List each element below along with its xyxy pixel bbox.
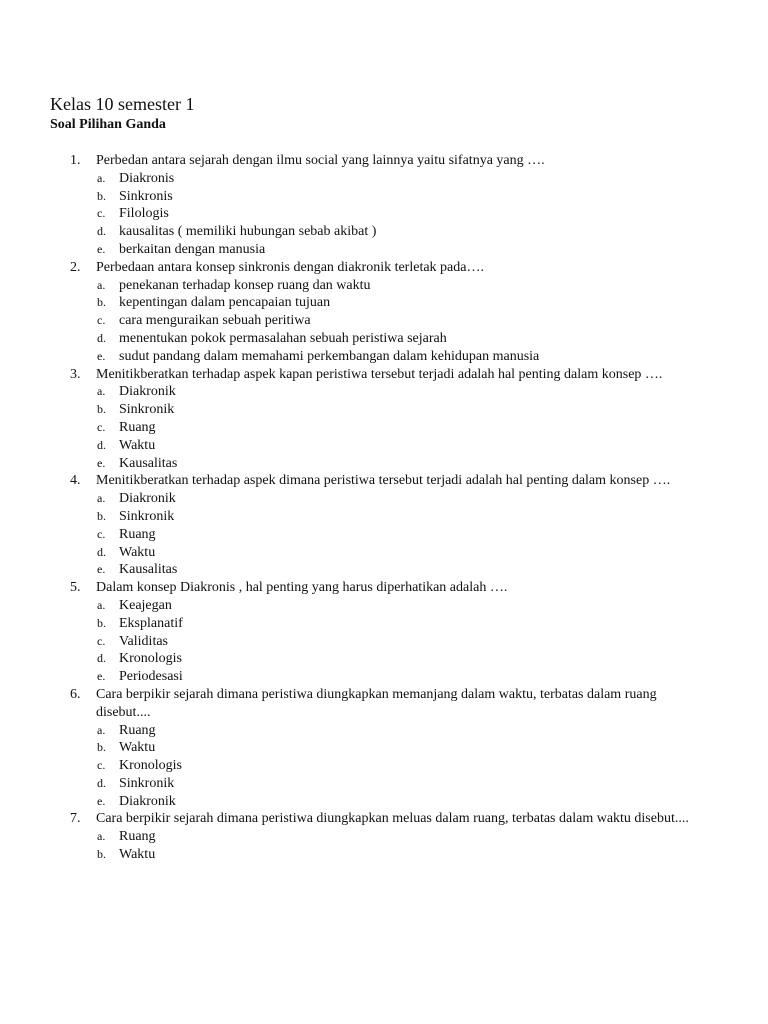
question-text: Menitikberatkan terhadap aspek dimana peristiwa tersebut terjadi adalah hal penting dalam konsep …. xyxy=(96,473,671,489)
answer-option xyxy=(0,757,768,775)
answer-option xyxy=(0,739,768,757)
question-item xyxy=(0,472,768,579)
answer-option xyxy=(0,775,768,793)
question-item xyxy=(0,259,768,366)
option-text: Kronologis xyxy=(119,651,182,667)
option-text: Periodesasi xyxy=(119,669,183,685)
option-text: Waktu xyxy=(119,544,156,560)
option-letter: d. xyxy=(97,437,106,452)
answer-option xyxy=(0,633,768,651)
option-text: Validitas xyxy=(119,633,168,649)
option-list xyxy=(0,490,768,579)
option-letter: e. xyxy=(97,669,106,684)
answer-option xyxy=(0,188,768,206)
answer-option xyxy=(0,668,768,686)
option-text: Sinkronik xyxy=(119,508,175,524)
option-letter: d. xyxy=(97,330,106,345)
option-letter: c. xyxy=(97,206,106,221)
question-text: Cara berpikir sejarah dimana peristiwa diungkapkan meluas dalam ruang, terbatas dalam waktu disebut.... xyxy=(96,811,689,827)
option-text: menentukan pokok permasalahan sebuah peristiwa sejarah xyxy=(119,330,447,346)
option-text: berkaitan dengan manusia xyxy=(119,241,266,257)
question-text: Perbedan antara sejarah dengan ilmu social yang lainnya yaitu sifatnya yang …. xyxy=(96,153,545,168)
option-letter: d. xyxy=(97,775,106,790)
answer-option xyxy=(0,561,768,579)
answer-option xyxy=(0,205,768,223)
option-list xyxy=(0,170,768,259)
option-letter: a. xyxy=(97,277,106,292)
answer-option xyxy=(0,615,768,633)
answer-option xyxy=(0,597,768,615)
option-letter: c. xyxy=(97,758,106,773)
answer-option xyxy=(0,793,768,811)
question-item xyxy=(0,366,768,473)
option-letter: c. xyxy=(97,419,106,434)
option-list xyxy=(0,722,768,811)
option-text: Waktu xyxy=(119,437,156,453)
option-text: Filologis xyxy=(119,206,169,222)
option-text: Eksplanatif xyxy=(119,615,183,631)
question-number: 2. xyxy=(70,259,81,275)
option-text: cara menguraikan sebuah peritiwa xyxy=(119,313,311,329)
option-text: Diakronis xyxy=(119,170,175,186)
question-list xyxy=(0,152,768,864)
option-text: Kausalitas xyxy=(119,455,178,471)
answer-option xyxy=(0,508,768,526)
answer-option xyxy=(0,846,768,864)
option-letter: a. xyxy=(97,384,106,399)
option-list xyxy=(0,383,768,472)
option-list xyxy=(0,277,768,366)
question-number: 1. xyxy=(70,153,81,168)
option-letter: c. xyxy=(97,633,106,648)
option-list xyxy=(0,597,768,686)
question-number: 6. xyxy=(70,686,81,702)
answer-option xyxy=(0,330,768,348)
option-letter: d. xyxy=(97,544,106,559)
question-text: Cara berpikir sejarah dimana peristiwa diungkapkan memanjang dalam waktu, terbatas dalam ruang disebut.... xyxy=(96,686,657,720)
option-text: kepentingan dalam pencapaian tujuan xyxy=(119,295,331,311)
section-subtitle: Soal Pilihan Ganda xyxy=(50,117,166,132)
answer-option xyxy=(0,312,768,330)
answer-option xyxy=(0,170,768,188)
option-text: Waktu xyxy=(119,740,156,756)
answer-option xyxy=(0,544,768,562)
option-text: Sinkronik xyxy=(119,775,175,791)
question-number: 5. xyxy=(70,580,81,596)
option-text: Keajegan xyxy=(119,597,172,613)
option-text: penekanan terhadap konsep ruang dan waktu xyxy=(119,277,371,293)
option-letter: d. xyxy=(97,224,106,239)
option-letter: e. xyxy=(97,348,106,363)
question-number: 4. xyxy=(70,473,81,489)
answer-option xyxy=(0,455,768,473)
option-letter: b. xyxy=(97,740,106,755)
answer-option xyxy=(0,401,768,419)
option-text: Diakronik xyxy=(119,384,176,400)
question-item xyxy=(0,810,768,863)
option-text: Diakronik xyxy=(119,491,176,507)
option-letter: a. xyxy=(97,722,106,737)
option-text: Sinkronis xyxy=(119,188,173,204)
answer-option xyxy=(0,419,768,437)
question-text: Dalam konsep Diakronis , hal penting yang harus diperhatikan adalah …. xyxy=(96,580,508,596)
option-letter: b. xyxy=(97,847,106,862)
answer-option xyxy=(0,490,768,508)
option-letter: a. xyxy=(97,829,106,844)
option-text: Ruang xyxy=(119,722,156,738)
answer-option xyxy=(0,526,768,544)
option-letter: e. xyxy=(97,241,106,256)
option-letter: a. xyxy=(97,170,106,185)
option-letter: e. xyxy=(97,793,106,808)
option-letter: b. xyxy=(97,615,106,630)
page-title: Kelas 10 semester 1 xyxy=(50,94,195,114)
option-letter: d. xyxy=(97,651,106,666)
answer-option xyxy=(0,383,768,401)
option-letter: e. xyxy=(97,455,106,470)
answer-option xyxy=(0,223,768,241)
option-letter: b. xyxy=(97,295,106,310)
question-text: Menitikberatkan terhadap aspek kapan peristiwa tersebut terjadi adalah hal penting dalam konsep …. xyxy=(96,366,663,382)
option-letter: b. xyxy=(97,402,106,417)
option-letter: c. xyxy=(97,313,106,328)
option-text: Kronologis xyxy=(119,758,182,774)
answer-option xyxy=(0,437,768,455)
option-letter: b. xyxy=(97,188,106,203)
option-list xyxy=(0,828,768,864)
option-text: Ruang xyxy=(119,526,156,542)
answer-option xyxy=(0,650,768,668)
question-number: 3. xyxy=(70,366,81,382)
option-text: kausalitas ( memiliki hubungan sebab akibat ) xyxy=(119,224,377,240)
answer-option xyxy=(0,828,768,846)
option-text: sudut pandang dalam memahami perkembangan dalam kehidupan manusia xyxy=(119,348,540,364)
question-text: Perbedaan antara konsep sinkronis dengan diakronik terletak pada…. xyxy=(96,259,484,275)
answer-option xyxy=(0,277,768,295)
option-text: Sinkronik xyxy=(119,402,175,418)
option-text: Diakronik xyxy=(119,793,176,809)
answer-option xyxy=(0,722,768,740)
option-text: Ruang xyxy=(119,829,156,845)
question-number: 7. xyxy=(70,811,81,827)
option-letter: b. xyxy=(97,508,106,523)
option-letter: a. xyxy=(97,597,106,612)
question-item xyxy=(0,686,768,811)
option-letter: e. xyxy=(97,562,106,577)
question-item xyxy=(0,152,768,259)
option-text: Waktu xyxy=(119,847,156,863)
option-letter: c. xyxy=(97,526,106,541)
answer-option xyxy=(0,348,768,366)
answer-option xyxy=(0,241,768,259)
option-text: Ruang xyxy=(119,419,156,435)
question-item xyxy=(0,579,768,686)
answer-option xyxy=(0,294,768,312)
option-letter: a. xyxy=(97,491,106,506)
option-text: Kausalitas xyxy=(119,562,178,578)
